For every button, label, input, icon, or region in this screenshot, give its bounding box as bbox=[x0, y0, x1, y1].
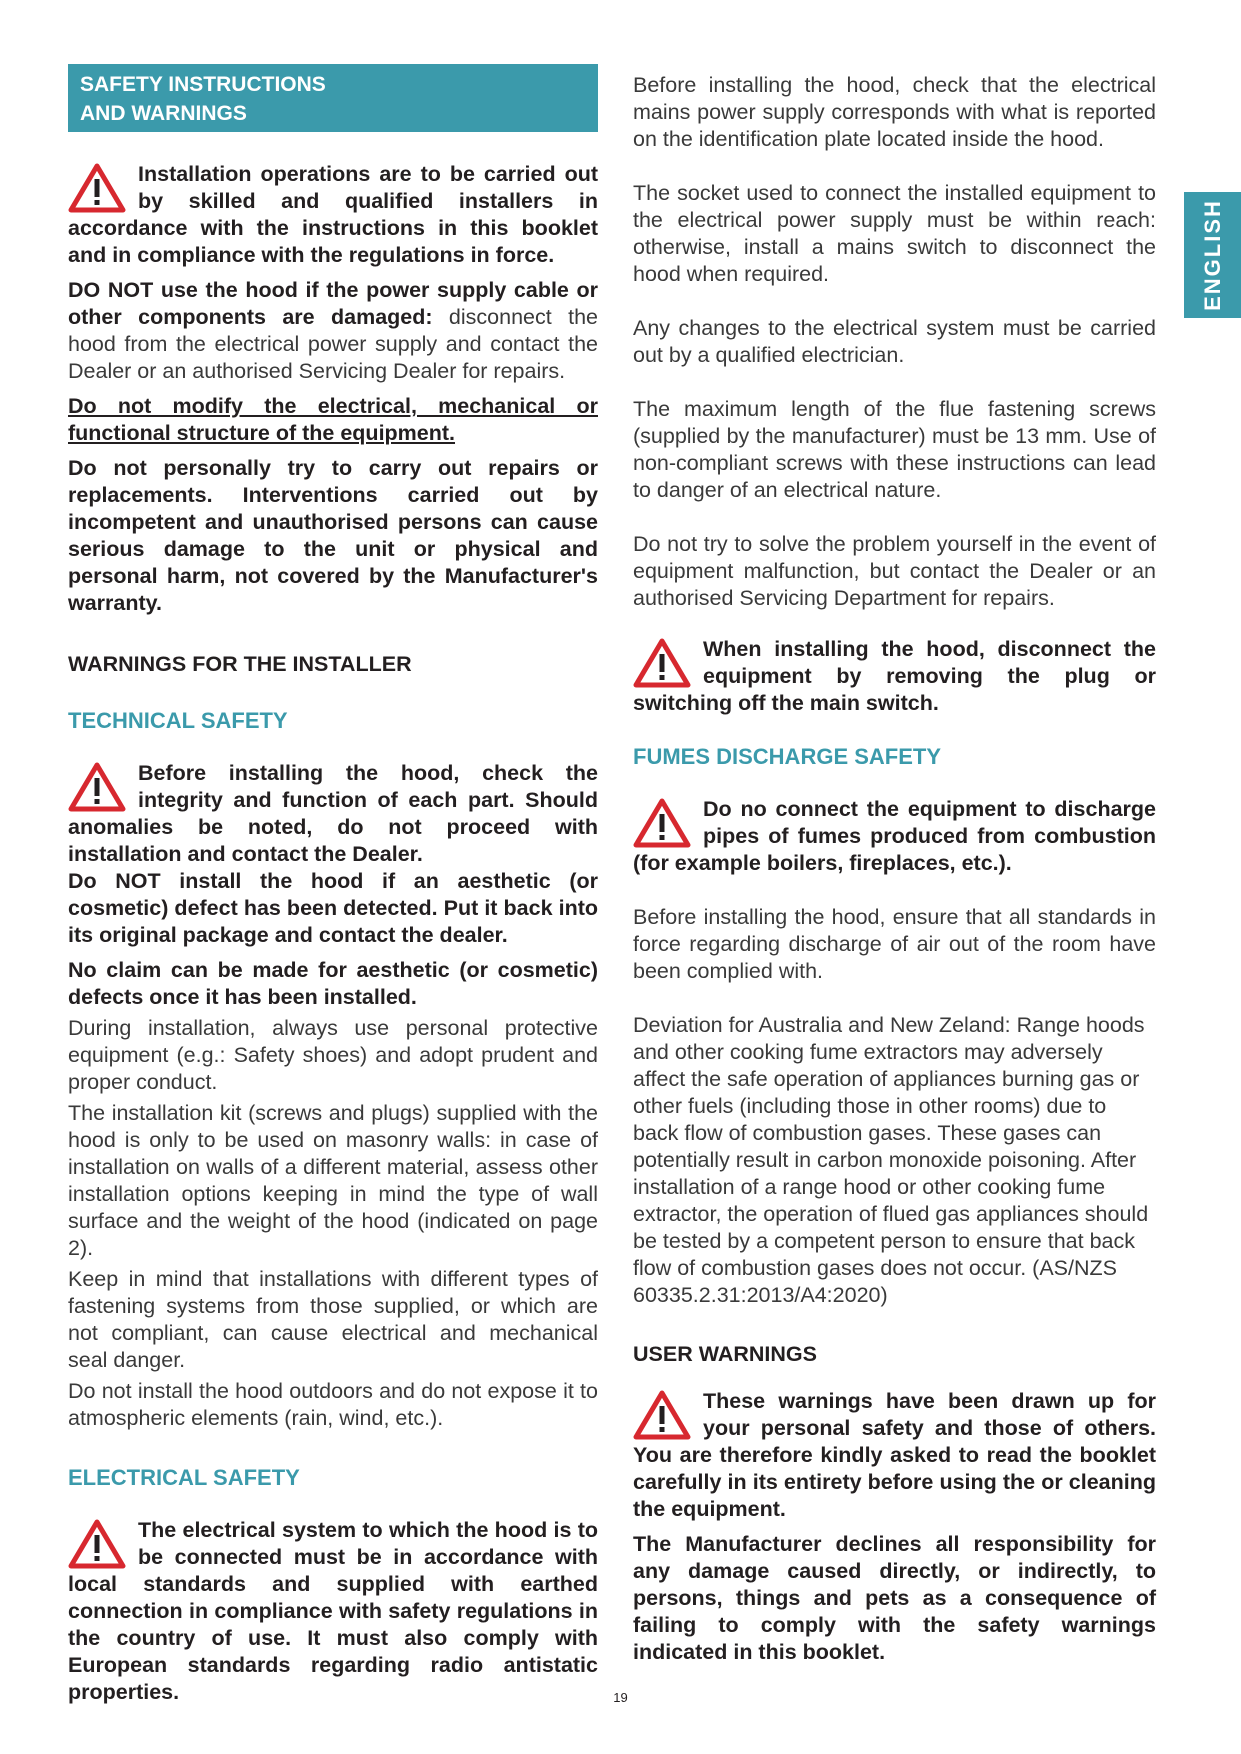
warning-block-user bbox=[633, 1388, 1156, 1523]
warning-text-installers: Installation operations are to be carried out by skilled and qualified installers in accordance with the instructions in this booklet and in compliance with the regulations in force. bbox=[68, 162, 598, 267]
paragraph-manufacturer-responsibility: The Manufacturer declines all responsibility for any damage caused directly, or indirectly, to persons, things and pets as a consequence of failing to comply with the safety warnings indicated in this booklet. bbox=[633, 1532, 1156, 1664]
page-number: 19 bbox=[613, 1690, 628, 1705]
paragraph-mains-supply: Before installing the hood, check that the electrical mains power supply corresponds with what is reported on the identification plate located inside the hood. bbox=[633, 73, 1156, 151]
paragraph-do-not-modify: Do not modify the electrical, mechanical or functional structure of the equipment. bbox=[68, 394, 598, 445]
warning-triangle-icon bbox=[68, 163, 126, 213]
warning-block-integrity bbox=[68, 760, 598, 868]
paragraph-no-claim: No claim can be made for aesthetic (or cosmetic) defects once it has been installed. bbox=[68, 958, 598, 1009]
warning-block-disconnect bbox=[633, 636, 1156, 717]
paragraph-aesthetic-defect: Do NOT install the hood if an aesthetic (or cosmetic) defect has been detected. Put it back into its original package and contact the dealer. bbox=[68, 869, 598, 947]
section-banner bbox=[68, 64, 598, 132]
heading-warnings-installer: WARNINGS FOR THE INSTALLER bbox=[68, 652, 412, 676]
paragraph-air-discharge: Before installing the hood, ensure that all standards in force regarding discharge of air out of the room have been complied with. bbox=[633, 905, 1156, 983]
warning-triangle-icon bbox=[633, 638, 691, 688]
warning-text-fumes: Do no connect the equipment to discharge pipes of fumes produced from combustion (for example boilers, fireplaces, etc.). bbox=[633, 797, 1156, 875]
paragraph-flue-screws: The maximum length of the flue fastening screws (supplied by the manufacturer) must be 13 mm. Use of non-compliant screws with these instructions can lead to danger of an electrical nature. bbox=[633, 397, 1156, 502]
paragraph-outdoors: Do not install the hood outdoors and do not expose it to atmospheric elements (rain, wind, etc.). bbox=[68, 1379, 598, 1430]
warning-block-fumes bbox=[633, 796, 1156, 877]
warning-triangle-icon bbox=[68, 1519, 126, 1569]
heading-fumes-discharge: FUMES DISCHARGE SAFETY bbox=[633, 744, 942, 769]
paragraph-damaged-cable bbox=[68, 277, 598, 385]
heading-user-warnings: USER WARNINGS bbox=[633, 1342, 817, 1366]
language-tab-label: ENGLISH bbox=[1199, 199, 1225, 311]
damaged-cable-light: disconnect the hood from the electrical power supply and contact the Dealer or an authorised Servicing Dealer for repairs. bbox=[68, 305, 598, 383]
warning-block-installers bbox=[68, 161, 598, 269]
warning-block-electrical bbox=[68, 1517, 598, 1706]
paragraph-installation-kit: The installation kit (screws and plugs) supplied with the hood is only to be used on masonry walls: in case of installation on walls of a different material, assess other installation options keeping in mind the type of wall surface and the weight of the hood (indicated on page 2). bbox=[68, 1101, 598, 1260]
warning-text-electrical: The electrical system to which the hood is to be connected must be in accordance with local standards and supplied with earthed connection in compliance with safety regulations in the country of use. It must also comply with European standards regarding radio antistatic properties. bbox=[68, 1518, 598, 1704]
right-column bbox=[633, 72, 1156, 1666]
warning-triangle-icon bbox=[633, 798, 691, 848]
warning-text-disconnect: When installing the hood, disconnect the equipment by removing the plug or switching off the main switch. bbox=[633, 637, 1156, 715]
language-side-tab bbox=[1184, 192, 1241, 318]
warning-text-user: These warnings have been drawn up for your personal safety and those of others. You are therefore kindly asked to read the booklet carefully in its entirety before using the or cleaning the equipment. bbox=[633, 1389, 1156, 1521]
paragraph-malfunction: Do not try to solve the problem yourself in the event of equipment malfunction, but contact the Dealer or an authorised Servicing Department for repairs. bbox=[633, 532, 1156, 610]
paragraph-changes: Any changes to the electrical system must be carried out by a qualified electrician. bbox=[633, 316, 1156, 367]
banner-title-line1: SAFETY INSTRUCTIONS bbox=[80, 73, 326, 96]
warning-text-integrity: Before installing the hood, check the integrity and function of each part. Should anomalies be noted, do not proceed with installation and contact the Dealer. bbox=[68, 761, 598, 866]
paragraph-socket: The socket used to connect the installed equipment to the electrical power supply must be within reach: otherwise, install a mains switch to disconnect the hood when required. bbox=[633, 181, 1156, 286]
paragraph-australia-deviation: Deviation for Australia and New Zeland: Range hoods and other cooking fume extractors may adversely affect the safe operation of appliances burning gas or other fuels (including those in other rooms) due to back flow of combustion gases. These gases can potentially result in carbon monoxide poisoning. After installation of a range hood or other cooking fume extractor, the operation of flued gas appliances should be tested by a competent person to ensure that back flow of combustion gases does not occur. (AS/NZS 60335.2.31:2013/A4:2020) bbox=[633, 1013, 1149, 1307]
warning-triangle-icon bbox=[68, 762, 126, 812]
left-column bbox=[68, 161, 598, 1706]
paragraph-repairs: Do not personally try to carry out repairs or replacements. Interventions carried out by incompetent and unauthorised persons can cause serious damage to the unit or physical and personal harm, not covered by the Manufacturer's warranty. bbox=[68, 456, 598, 615]
warning-triangle-icon bbox=[633, 1390, 691, 1440]
paragraph-protective-equipment: During installation, always use personal protective equipment (e.g.: Safety shoes) and adopt prudent and proper conduct. bbox=[68, 1016, 598, 1094]
heading-electrical-safety: ELECTRICAL SAFETY bbox=[68, 1465, 300, 1490]
damaged-cable-bold: DO NOT use the hood if the power supply cable or other components are damaged: bbox=[68, 278, 598, 329]
paragraph-fastening-systems: Keep in mind that installations with different types of fastening systems from those supplied, or which are not compliant, can cause electrical and mechanical seal danger. bbox=[68, 1267, 598, 1372]
banner-title-line2: AND WARNINGS bbox=[80, 102, 247, 125]
heading-technical-safety: TECHNICAL SAFETY bbox=[68, 708, 288, 733]
